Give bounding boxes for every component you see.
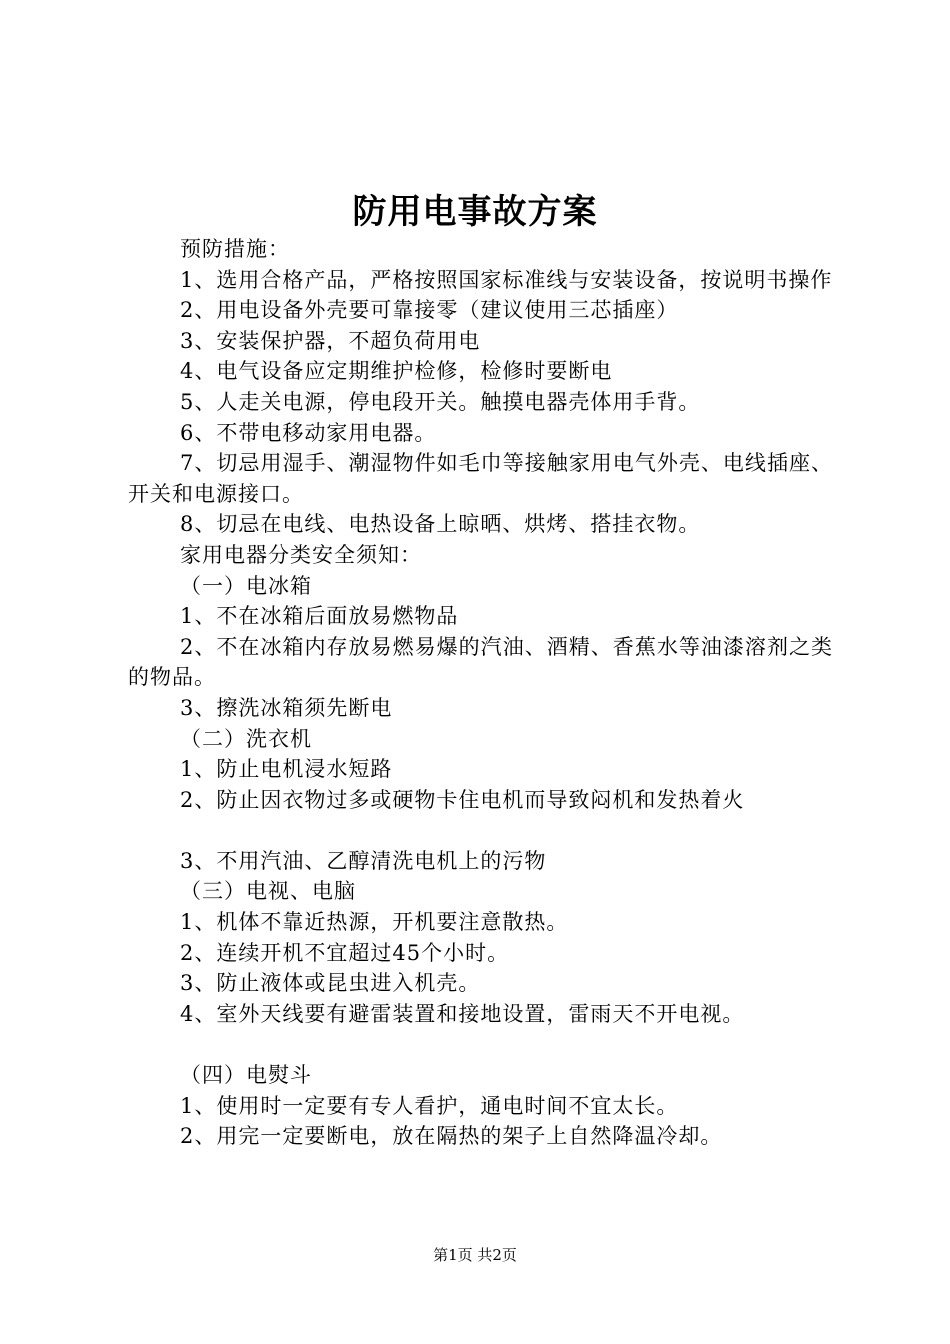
paragraph: 1、选用合格产品，严格按照国家标准线与安装设备，按说明书操作 — [180, 267, 833, 292]
paragraph: 4、室外天线要有避雷装置和接地设置，雷雨天不开电视。 — [180, 1001, 745, 1026]
subsection-heading: （一）电冰箱 — [180, 573, 312, 598]
paragraph: 3、擦洗冰箱须先断电 — [180, 695, 393, 720]
paragraph: 6、不带电移动家用电器。 — [180, 420, 437, 445]
paragraph: 2、防止因衣物过多或硬物卡住电机而导致闷机和发热着火 — [180, 787, 745, 812]
document-body — [128, 234, 833, 1152]
paragraph: 4、电气设备应定期维护检修，检修时要断电 — [180, 359, 613, 384]
page-footer: 第1页 共2页 — [433, 1246, 517, 1264]
paragraph: 2、用电设备外壳要可靠接零（建议使用三芯插座） — [180, 298, 679, 323]
blank-line — [128, 1029, 833, 1060]
paragraph: 1、不在冰箱后面放易燃物品 — [180, 604, 459, 629]
paragraph: 5、人走关电源，停电段开关。触摸电器壳体用手背。 — [180, 389, 701, 414]
subsection-heading: （三）电视、电脑 — [180, 879, 356, 904]
paragraph: 7、切忌用湿手、潮湿物件如毛巾等接触家用电气外壳、电线插座、开关和电源接口。 — [128, 451, 833, 506]
paragraph: 2、连续开机不宜超过45个小时。 — [180, 940, 510, 965]
paragraph: 2、不在冰箱内存放易燃易爆的汽油、酒精、香蕉水等油漆溶剂之类的物品。 — [128, 634, 833, 690]
document-title: 防用电事故方案 — [352, 192, 598, 232]
subsection-heading: （四）电熨斗 — [180, 1063, 312, 1088]
paragraph: 3、不用汽油、乙醇清洗电机上的污物 — [180, 848, 547, 873]
paragraph: 1、使用时一定要有专人看护，通电时间不宜太长。 — [180, 1093, 679, 1118]
paragraph: 3、防止液体或昆虫进入机壳。 — [180, 971, 481, 996]
section-heading-prevention: 预防措施： — [180, 237, 290, 261]
paragraph: 1、防止电机浸水短路 — [180, 757, 393, 782]
subsection-heading: （二）洗衣机 — [180, 726, 312, 751]
section-heading-appliances: 家用电器分类安全须知： — [180, 542, 422, 567]
paragraph: 1、机体不靠近热源，开机要注意散热。 — [180, 910, 569, 935]
blank-line — [128, 815, 833, 846]
paragraph: 2、用完一定要断电，放在隔热的架子上自然降温冷却。 — [180, 1124, 723, 1149]
paragraph: 8、切忌在电线、电热设备上晾晒、烘烤、搭挂衣物。 — [180, 512, 701, 537]
paragraph: 3、安装保护器，不超负荷用电 — [180, 328, 481, 353]
